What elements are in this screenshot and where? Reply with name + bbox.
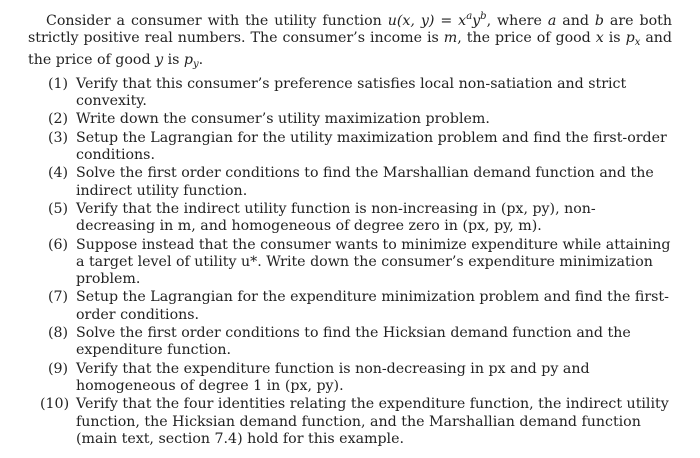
intro-text: is bbox=[603, 30, 626, 47]
price-x-subscript: x bbox=[634, 37, 641, 49]
question-list bbox=[28, 76, 672, 448]
intro-text: are both strictly positive real numbers. The consumer’s income is bbox=[28, 13, 672, 47]
question-text: Suppose instead that the consumer wants to minimize expenditure while attaining a target level of utility u*. Write down the consumer’s expenditure minimization problem. bbox=[76, 236, 671, 288]
question-item bbox=[28, 396, 672, 448]
intro-text: . bbox=[198, 51, 204, 68]
intro-text: and the price of good bbox=[28, 30, 672, 68]
question-text: Setup the Lagrangian for the expenditure minimization problem and find the first-order conditions. bbox=[76, 289, 669, 323]
question-text: Solve the first order conditions to find the Hicksian demand function and the expenditure function. bbox=[76, 325, 631, 359]
utility-y: y bbox=[472, 13, 481, 29]
question-item bbox=[28, 76, 672, 111]
question-item bbox=[28, 111, 672, 128]
question-text: Solve the first order conditions to find the Marshallian demand function and the indirect utility function. bbox=[76, 165, 654, 199]
question-item bbox=[28, 325, 672, 360]
question-text: Setup the Lagrangian for the utility maximization problem and find the first-order conditions. bbox=[76, 129, 667, 164]
question-item bbox=[28, 237, 672, 289]
question-number: (4) bbox=[48, 165, 69, 182]
question-item bbox=[28, 361, 672, 396]
intro-text: Consider a consumer with the utility function bbox=[46, 13, 388, 29]
question-text: Write down the consumer’s utility maximization problem. bbox=[76, 111, 490, 128]
question-text: Verify that the expenditure function is non-decreasing in px and py and homogeneous of degree 1 in (px, py). bbox=[76, 360, 590, 394]
question-item bbox=[28, 165, 672, 200]
price-y-subscript: y bbox=[193, 58, 199, 70]
question-text: Verify that the indirect utility function is non-increasing in (px, py), non-decreasing in m, and homogeneous of degree zero in (px, py, m). bbox=[76, 200, 596, 235]
param-a: a bbox=[547, 13, 557, 29]
question-item bbox=[28, 289, 672, 324]
question-item bbox=[28, 130, 672, 165]
question-number: (1) bbox=[48, 75, 69, 92]
price-p: p bbox=[183, 51, 194, 68]
intro-text: and bbox=[556, 13, 595, 29]
good-x: x bbox=[595, 30, 604, 47]
exponent-b: b bbox=[480, 11, 487, 22]
question-number: (8) bbox=[48, 325, 69, 342]
question-number: (10) bbox=[40, 396, 70, 413]
question-number: (6) bbox=[48, 236, 69, 253]
intro-text: , the price of good bbox=[457, 30, 596, 47]
exponent-a: a bbox=[466, 11, 473, 22]
utility-function: u(x, y) = x bbox=[387, 13, 467, 29]
question-number: (3) bbox=[48, 129, 69, 146]
income-m: m bbox=[443, 30, 458, 47]
intro-text: , where bbox=[486, 13, 548, 29]
question-text: Verify that this consumer’s preference satisfies local non-satiation and strict convexity. bbox=[76, 75, 627, 110]
good-y: y bbox=[155, 51, 164, 68]
intro-text: is bbox=[163, 51, 184, 68]
price-p: p bbox=[625, 30, 635, 47]
problem-intro bbox=[28, 8, 672, 73]
question-number: (2) bbox=[48, 111, 69, 128]
question-number: (9) bbox=[48, 360, 69, 377]
question-text: Verify that the four identities relating the expenditure function, the indirect utility function, the Hicksian demand function, and the Marshallian demand function (main text, section 7.4) hold for this example. bbox=[76, 396, 669, 447]
param-b: b bbox=[594, 13, 604, 29]
question-item bbox=[28, 201, 672, 236]
question-number: (7) bbox=[48, 289, 69, 306]
question-number: (5) bbox=[48, 200, 69, 217]
